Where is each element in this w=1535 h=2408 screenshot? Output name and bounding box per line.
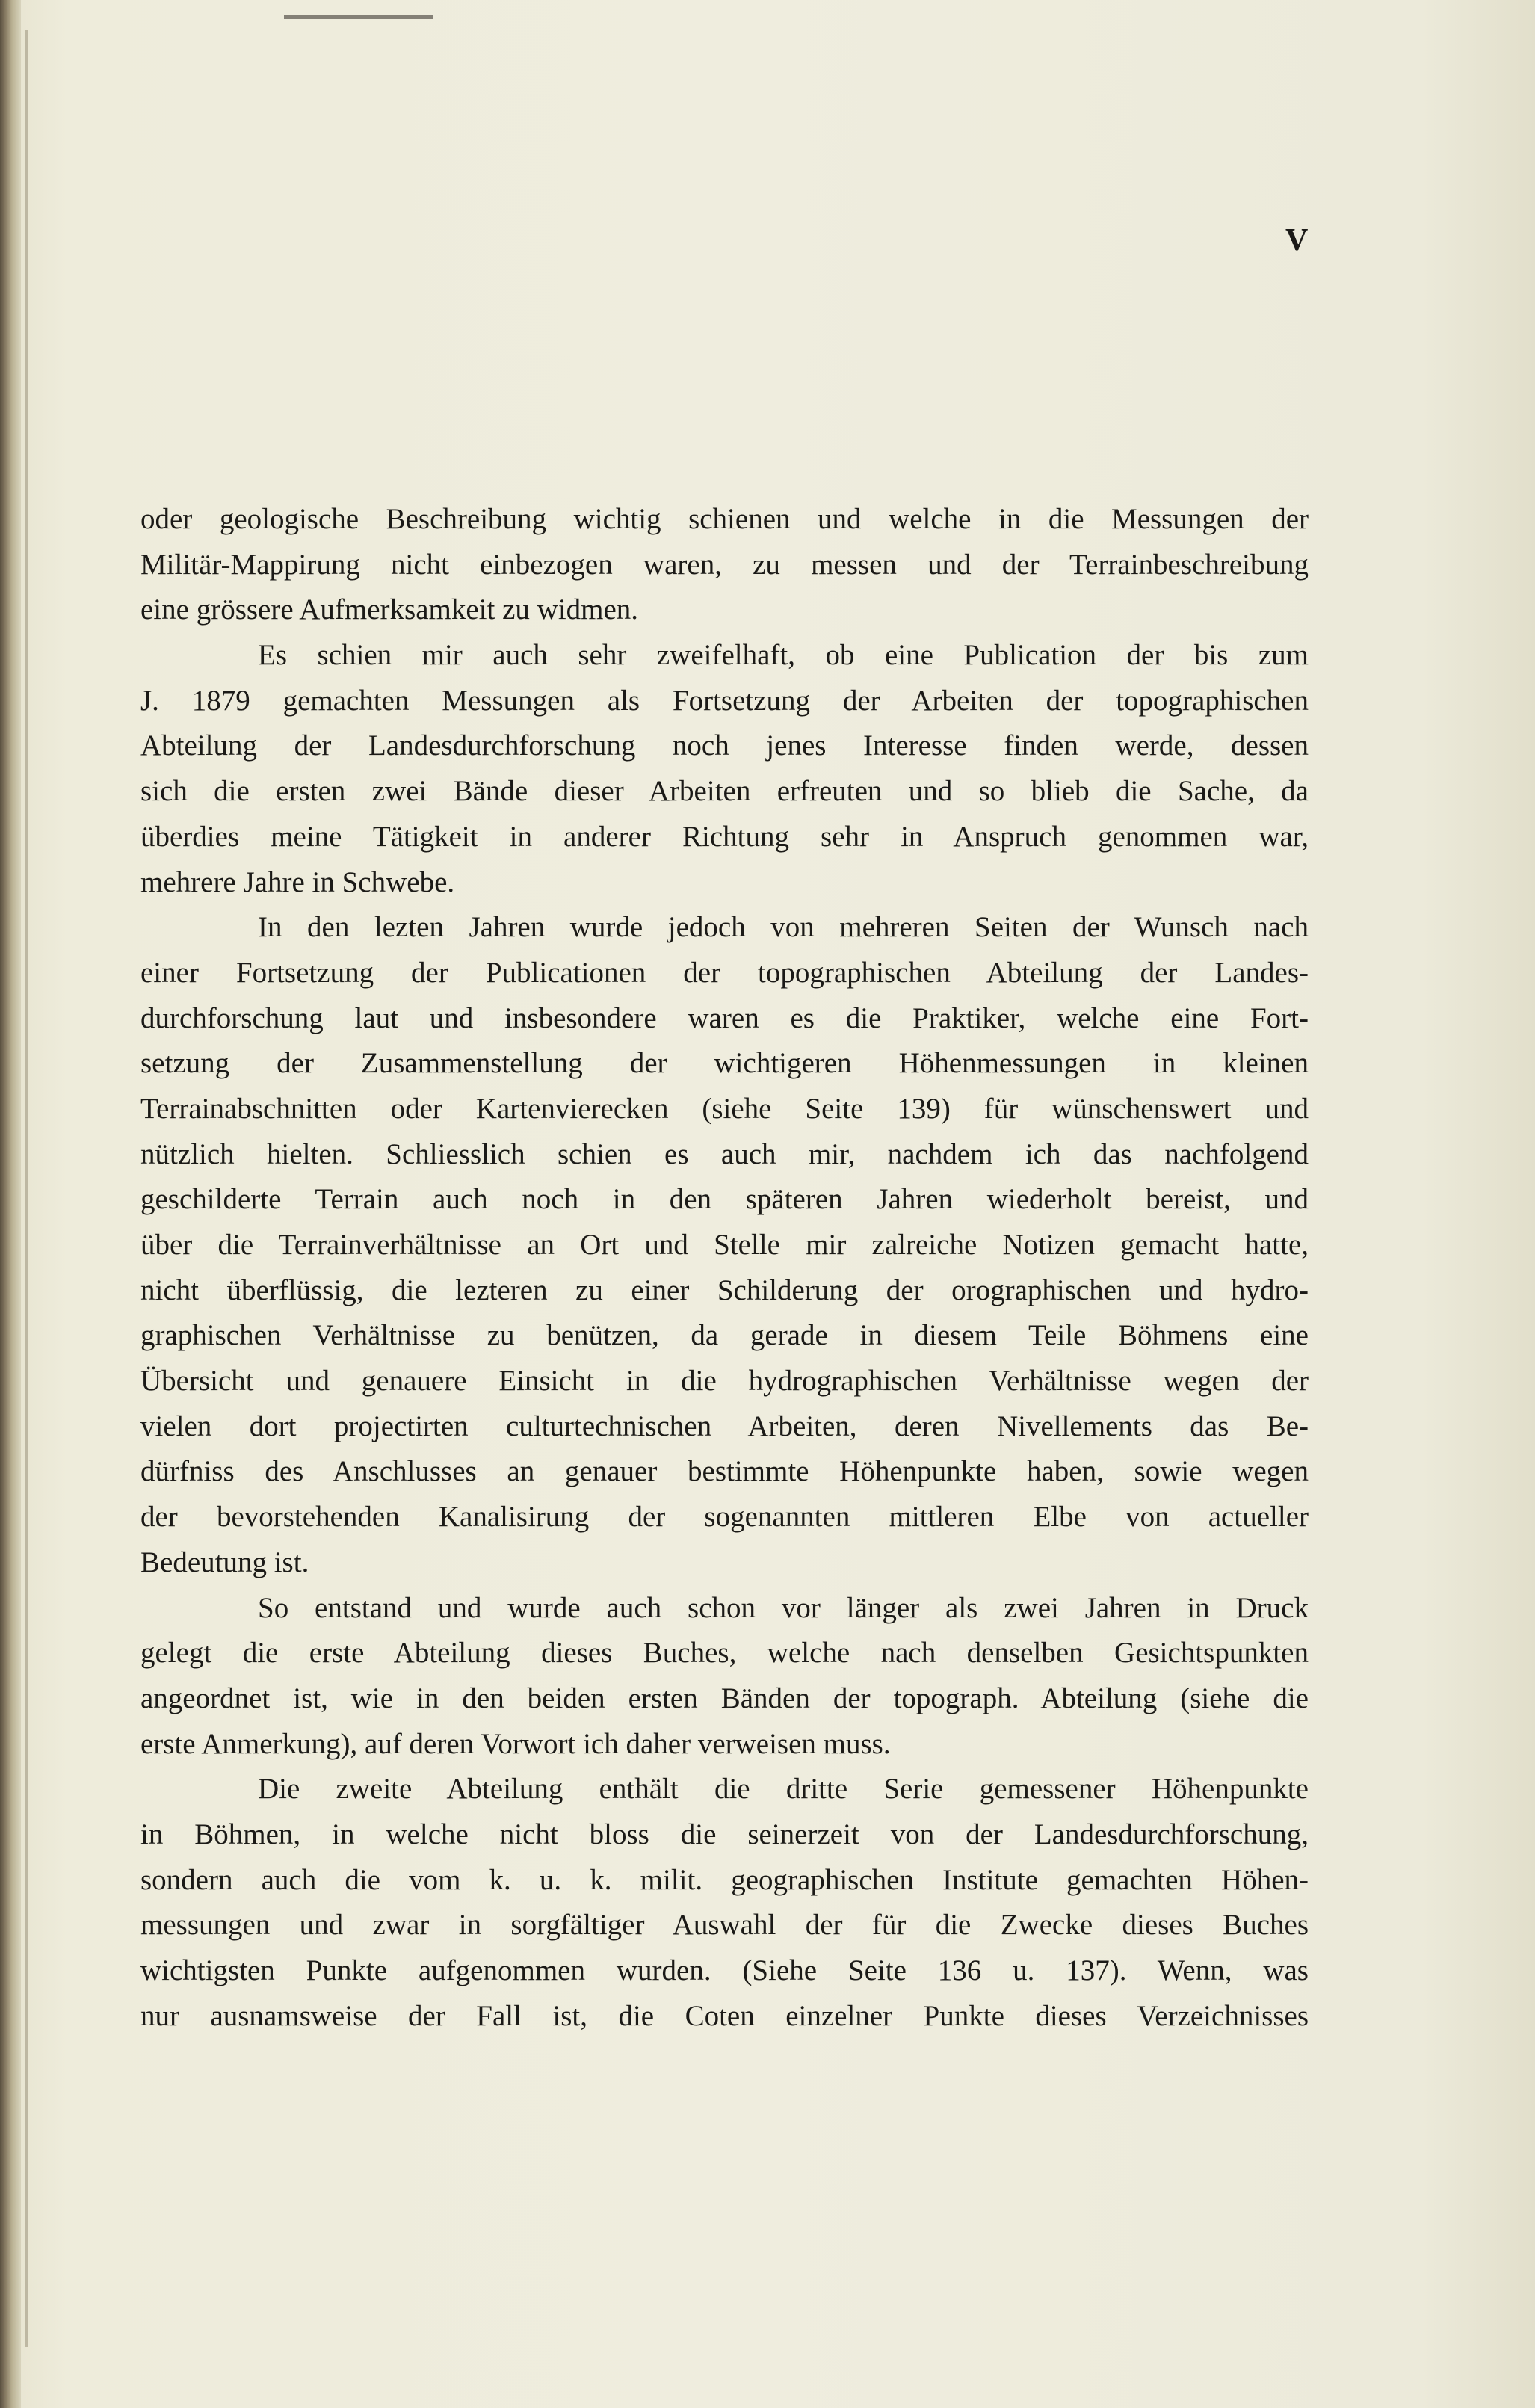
text-line: über die Terrainverhältnisse an Ort und Stelle mir zalreiche Notizen gemacht hatte, — [140, 1229, 1309, 1261]
paragraph — [140, 905, 1309, 1585]
text-line: erste Anmerkung), auf deren Vorwort ich daher verweisen muss. — [140, 1727, 891, 1760]
text-line: nützlich hielten. Schliesslich schien es auch mir, nachdem ich das nachfolgend — [140, 1137, 1309, 1170]
text-line: oder geologische Beschreibung wichtig schienen und welche in die Messungen der — [140, 503, 1309, 535]
text-line: So entstand und wurde auch schon vor länger als zwei Jahren in Druck — [258, 1591, 1309, 1624]
text-line: Bedeutung ist. — [140, 1546, 309, 1578]
text-line: durchforschung laut und insbesondere waren es die Praktiker, welche eine Fort- — [140, 1001, 1309, 1034]
text-line: geschilderte Terrain auch noch in den späteren Jahren wiederholt bereist, und — [140, 1183, 1309, 1216]
text-line: Die zweite Abteilung enthält die dritte Serie gemessener Höhenpunkte — [258, 1773, 1309, 1806]
text-line: messungen und zwar in sorgfältiger Auswahl der für die Zwecke dieses Buches — [140, 1909, 1309, 1942]
text-line: Übersicht und genauere Einsicht in die hydrographischen Verhältnisse wegen der — [140, 1365, 1309, 1398]
text-line: der bevorstehenden Kanalisirung der sogenannten mittleren Elbe von actueller — [140, 1501, 1309, 1534]
text-line: in Böhmen, in welche nicht bloss die seinerzeit von der Landesdurchforschung, — [140, 1818, 1309, 1850]
text-line: J. 1879 gemachten Messungen als Fortsetzung der Arbeiten der topographischen — [140, 684, 1309, 717]
text-line: nur ausnamsweise der Fall ist, die Coten einzelner Punkte dieses Verzeichnisses — [140, 1999, 1309, 2032]
text-line: eine grössere Aufmerksamkeit zu widmen. — [140, 593, 639, 626]
text-line: wichtigsten Punkte aufgenommen wurden. (Siehe Seite 136 u. 137). Wenn, was — [140, 1954, 1309, 1986]
paragraph — [140, 1586, 1309, 1768]
body-text — [140, 497, 1309, 2039]
text-line: setzung der Zusammenstellung der wichtigeren Höhenmessungen in kleinen — [140, 1047, 1309, 1080]
text-line: sondern auch die vom k. u. k. milit. geographischen Institute gemachten Höhen- — [140, 1863, 1309, 1896]
text-line: Militär-Mappirung nicht einbezogen waren, zu messen und der Terrainbeschreibung — [140, 548, 1309, 581]
text-line: nicht überflüssig, die lezteren zu einer Schilderung der orographischen und hydro- — [140, 1274, 1309, 1306]
text-line: mehrere Jahre in Schwebe. — [140, 865, 455, 898]
paragraph — [140, 633, 1309, 905]
text-line: einer Fortsetzung der Publicationen der topographischen Abteilung der Landes- — [140, 956, 1309, 989]
text-line: Abteilung der Landesdurchforschung noch jenes Interesse finden werde, dessen — [140, 729, 1309, 762]
text-line: gelegt die erste Abteilung dieses Buches, welche nach denselben Gesichtspunkten — [140, 1637, 1309, 1670]
text-line: überdies meine Tätigkeit in anderer Richtung sehr in Anspruch genommen war, — [140, 820, 1309, 853]
book-binding-edge — [0, 0, 21, 2408]
text-line: angeordnet ist, wie in den beiden ersten Bänden der topograph. Abteilung (siehe die — [140, 1682, 1309, 1714]
text-line: sich die ersten zwei Bände dieser Arbeiten erfreuten und so blieb die Sache, da — [140, 775, 1309, 808]
paragraph — [140, 1767, 1309, 2039]
text-line: dürfniss des Anschlusses an genauer bestimmte Höhenpunkte haben, sowie wegen — [140, 1455, 1309, 1488]
text-line: Es schien mir auch sehr zweifelhaft, ob eine Publication der bis zum — [258, 639, 1309, 672]
text-line: vielen dort projectirten culturtechnischen Arbeiten, deren Nivellements das Be- — [140, 1410, 1309, 1442]
text-line: In den lezten Jahren wurde jedoch von mehreren Seiten der Wunsch nach — [258, 911, 1309, 944]
text-line: graphischen Verhältnisse zu benützen, da gerade in diesem Teile Böhmens eine — [140, 1319, 1309, 1352]
top-edge-mark — [284, 15, 433, 19]
text-line: Terrainabschnitten oder Kartenvierecken (siehe Seite 139) für wünschenswert und — [140, 1092, 1309, 1125]
gutter-shadow — [25, 30, 28, 2347]
page-number: V — [1285, 223, 1309, 258]
paragraph — [140, 497, 1309, 633]
